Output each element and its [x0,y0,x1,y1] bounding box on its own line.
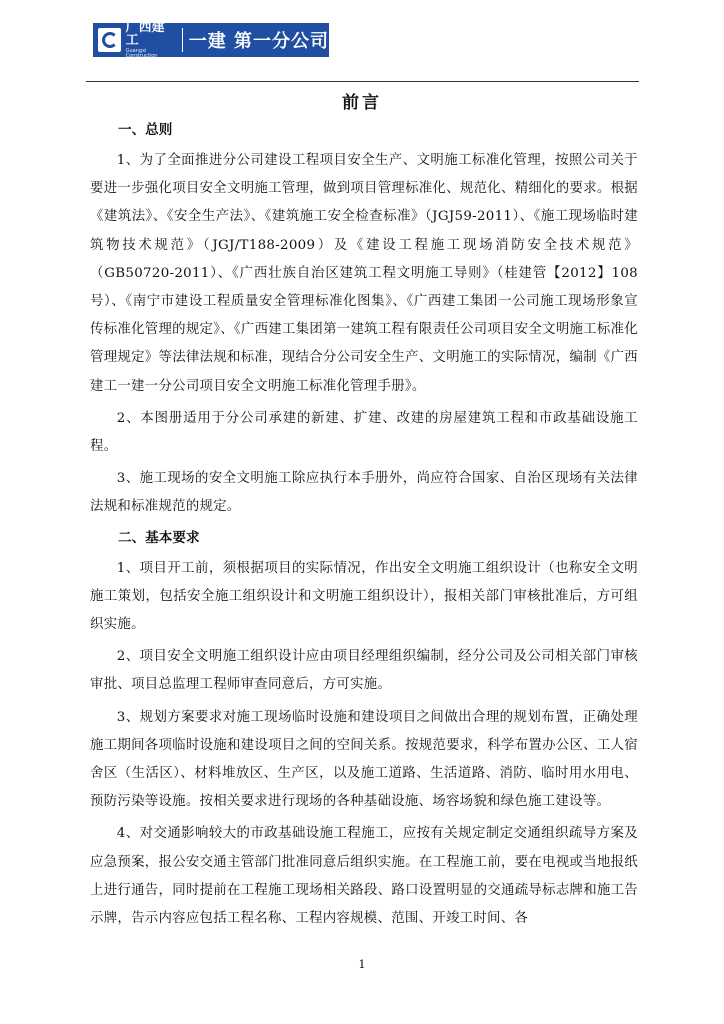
paragraph: 2、项目安全文明施工组织设计应由项目经理组织编制，经分公司及公司相关部门审核审批、项目总监理工程师审查同意后，方可实施。 [90,649,638,693]
section-heading-general: 一、总则 [118,122,173,138]
logo-division-name: 一建 第一分公司 [188,31,329,52]
paragraph: 3、规划方案要求对施工现场临时设施和建设项目之间做出合理的规划布置，正确处理施工期间各项临时设施和建设项目之间的空间关系。按规范要求，科学布置办公区、工人宿舍区（生活区）、材料堆放区、生产区，以及施工道路、生活道路、消防、临时用水用电、预防污染等设施。按相关要求进行现场的各种基础设施、场容场貌和绿色施工建设等。 [90,709,638,810]
paragraph: 4、对交通影响较大的市政基础设施工程施工，应按有关规定制定交通组织疏导方案及应急预案，报公安交通主管部门批准同意后组织实施。在工程施工前，要在电视或当地报纸上进行通告，同时提前在工程施工现场相关路段、路口设置明显的交通疏导标志牌和施工告示牌，告示内容应包括工程名称、工程内容规模、范围、开竣工时间、各 [90,826,638,927]
paragraph: 3、施工现场的安全文明施工除应执行本手册外，尚应符合国家、自治区现场有关法律法规和标准规范的规定。 [90,471,638,515]
document-title: 前言 [342,93,382,113]
paragraph: 1、项目开工前，须根据项目的实际情况，作出安全文明施工组织设计（也称安全文明施工策划，包括安全施工组织设计和文明施工组织设计），报相关部门审核批准后，方可组织实施。 [90,560,638,633]
company-logo-icon [98,28,121,52]
paragraph: 1、为了全面推进分公司建设工程项目安全生产、文明施工标准化管理，按照公司关于要进一步强化项目安全文明施工管理，做到项目管理标准化、规范化、精细化的要求。根据《建筑法》、《安全生产法》、《建筑施工安全检查标准》（JGJ59-2011）、《施工现场临时建筑物技术规范》（JGJ/T188-2009）及《建设工程施工现场消防安全技术规范》（GB50720-2011）、《广西壮族自治区建筑工程文明施工导则》（桂建管【2012】108号）、《南宁市建设工程质量安全管理标准化图集》、《广西建工集团一公司施工现场形象宣传标准化管理的规定》、《广西建工集团第一建筑工程有限责任公司项目安全文明施工标准化管理规定》等法律法规和标准，现结合分公司安全生产、文明施工的实际情况，编制《广西建工一建一分公司项目安全文明施工标准化管理手册》。 [90,153,638,394]
logo-company-name: 广西建工 [125,20,165,48]
logo-divider [182,28,183,52]
paragraph: 2、本图册适用于分公司承建的新建、扩建、改建的房屋建筑工程和市政基础设施工程。 [90,410,638,455]
company-logo [93,20,329,59]
logo-text-group [126,21,177,59]
page-number: 1 [358,958,366,971]
header-rule [86,81,639,82]
section-heading-basic: 二、基本要求 [118,529,200,546]
document-body [90,114,638,933]
logo-company-english: Guangxi Construction [125,48,158,59]
